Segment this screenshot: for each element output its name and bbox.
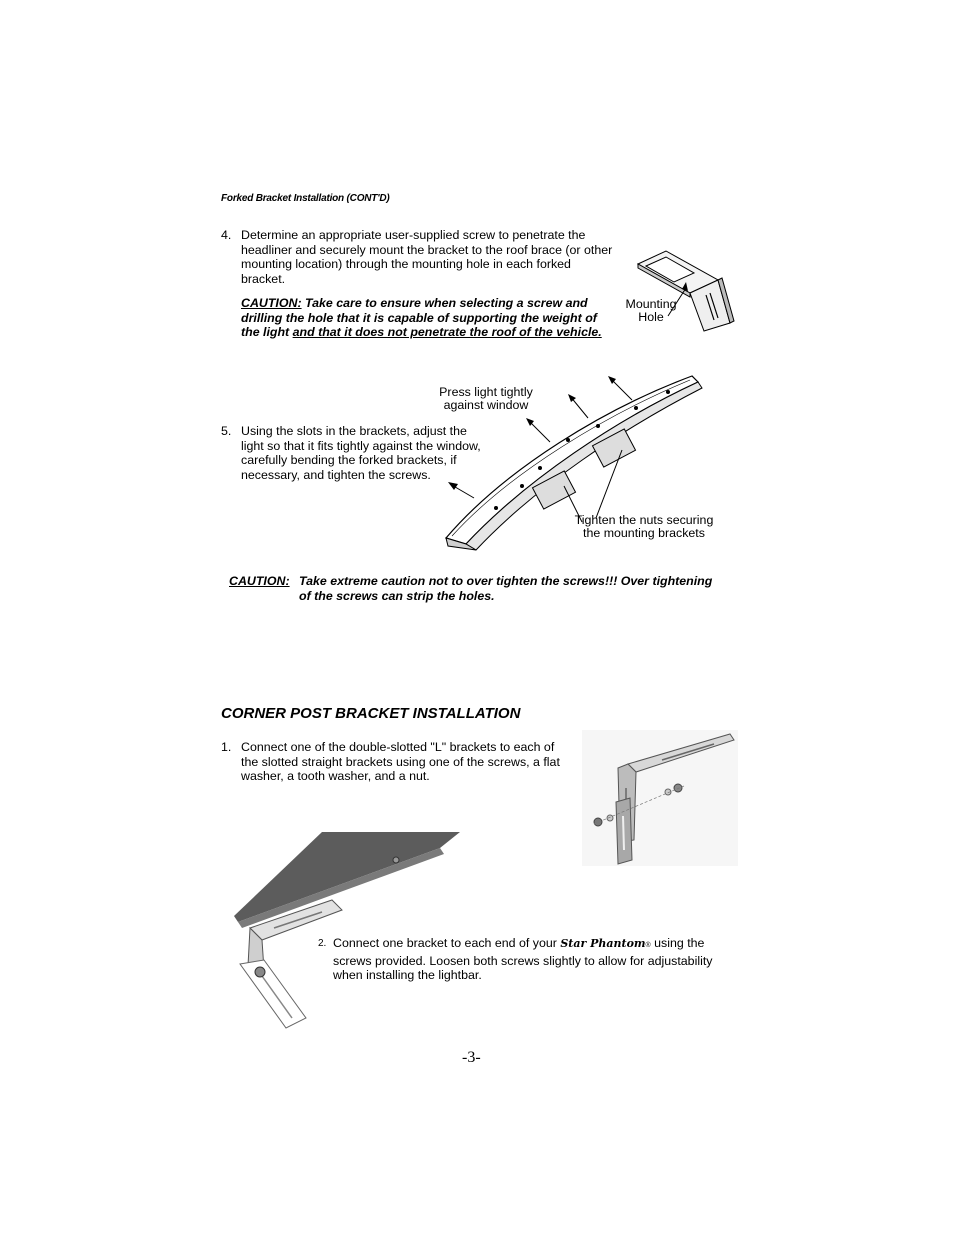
mounting-hole-label-line2: Hole	[638, 310, 664, 324]
tighten-nuts-label	[566, 514, 722, 540]
corner-step2-text	[333, 936, 725, 983]
mounting-hole-label-line1: Mounting	[625, 297, 677, 311]
l-bracket-assembly-figure	[582, 730, 738, 866]
caution2-label	[229, 574, 290, 589]
press-light-label	[428, 386, 544, 412]
tighten-nuts-label-line2: the mounting brackets	[583, 526, 705, 540]
registered-mark: ®	[645, 942, 651, 949]
step4-caution-label: CAUTION:	[241, 296, 302, 310]
subheading: Forked Bracket Installation (CONT'D)	[221, 193, 390, 204]
caution2-text: Take extreme caution not to over tighten the screws!!! Over tightening of the screws can strip the holes.	[299, 574, 713, 603]
corner-step2-text-before: Connect one bracket to each end of your	[333, 936, 561, 950]
caution2-label-text: CAUTION:	[229, 574, 290, 588]
mounting-hole-label	[620, 298, 682, 324]
star-phantom-logo: Star Phantom	[560, 937, 646, 950]
tighten-nuts-label-line1: Tighten the nuts securing	[574, 513, 714, 527]
step4-text: Determine an appropriate user-supplied screw to penetrate the headliner and securely mount the bracket to the roof brace (or other mounting location) through the mounting hole in each forked bracket.	[241, 228, 613, 286]
corner-step1-number: 1.	[221, 740, 232, 754]
page-number: -3-	[462, 1049, 481, 1066]
step4-caution-underlined: and that it does not penetrate the roof of the vehicle.	[292, 325, 602, 340]
bracket-on-lightbar-figure	[234, 832, 464, 1034]
corner-step2-text-after: using the screws provided. Loosen both screws slightly to allow for adjustability when installing the lightbar.	[333, 936, 713, 983]
section-title: CORNER POST BRACKET INSTALLATION	[221, 705, 521, 722]
press-light-label-line1: Press light tightly	[439, 385, 533, 399]
step5-text: Using the slots in the brackets, adjust the light so that it fits tightly against the window, carefully bending the forked brackets, if necessary, and tighten the screws.	[241, 424, 481, 482]
step4-number: 4.	[221, 228, 232, 242]
step4-caution-text: Take care to ensure when selecting a screw and drilling the hole that it is capable of supporting the weight of the light	[241, 296, 597, 340]
press-light-label-line2: against window	[443, 398, 529, 412]
corner-step1-text: Connect one of the double-slotted "L" brackets to each of the slotted straight brackets using one of the screws, a flat washer, a tooth washer, and a nut.	[241, 740, 560, 784]
corner-step2-number: 2.	[318, 938, 327, 949]
step5-number: 5.	[221, 424, 232, 438]
step4-caution	[241, 296, 615, 340]
